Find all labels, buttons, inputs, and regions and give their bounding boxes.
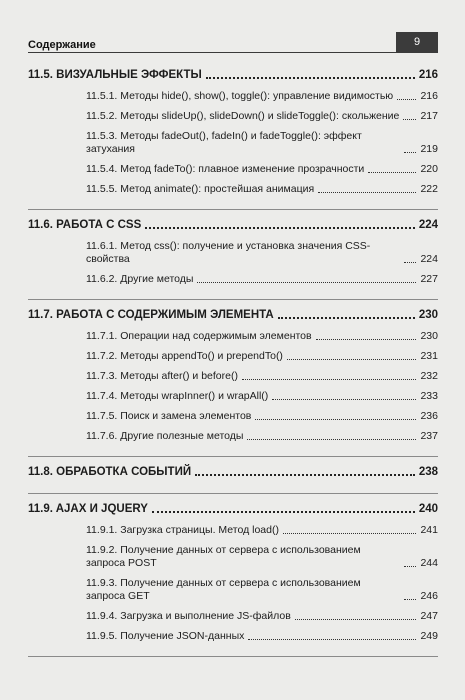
entry-page-number: 241 bbox=[420, 524, 438, 536]
toc-section bbox=[28, 218, 438, 300]
dot-leader bbox=[255, 419, 416, 420]
dot-leader bbox=[403, 119, 416, 120]
toc-entry[interactable] bbox=[28, 390, 438, 403]
entry-page-number: 236 bbox=[420, 410, 438, 422]
toc-entry[interactable] bbox=[28, 110, 438, 123]
entry-page-number: 227 bbox=[420, 273, 438, 285]
entry-page-number: 224 bbox=[420, 253, 438, 265]
entry-page-number: 217 bbox=[420, 110, 438, 122]
toc-entry[interactable] bbox=[28, 544, 438, 570]
section-title: 11.5. ВИЗУАЛЬНЫЕ ЭФФЕКТЫ bbox=[28, 69, 202, 81]
entry-title: 11.5.4. Метод fadeTo(): плавное изменение прозрачности bbox=[86, 163, 365, 175]
dot-leader bbox=[318, 192, 416, 193]
toc-section-heading[interactable] bbox=[28, 502, 438, 516]
dot-leader bbox=[397, 99, 416, 100]
entry-title: 11.9.1. Загрузка страницы. Метод load() bbox=[86, 524, 279, 536]
dot-leader bbox=[278, 317, 415, 319]
entry-page-number: 232 bbox=[420, 370, 438, 382]
entry-title: 11.5.2. Методы slideUp(), slideDown() и slideToggle(): скольжение bbox=[86, 110, 400, 122]
dot-leader bbox=[295, 619, 417, 620]
toc-entry[interactable] bbox=[28, 90, 438, 103]
toc-entry[interactable] bbox=[28, 610, 438, 623]
entry-page-number: 249 bbox=[420, 630, 438, 642]
toc-section-heading[interactable] bbox=[28, 465, 438, 479]
entry-title: 11.5.3. Методы fadeOut(), fadeIn() и fadeToggle(): эффект затухания bbox=[86, 130, 362, 155]
entry-title: 11.5.1. Методы hide(), show(), toggle(): управление видимостью bbox=[86, 90, 394, 102]
entry-title: 11.7.1. Операции над содержимым элементов bbox=[86, 330, 312, 342]
dot-leader bbox=[316, 339, 417, 340]
toc-entry[interactable] bbox=[28, 350, 438, 363]
section-page-number: 216 bbox=[418, 69, 438, 81]
entry-title: 11.6.2. Другие методы bbox=[86, 273, 194, 285]
entry-page-number: 244 bbox=[420, 557, 438, 569]
dot-leader bbox=[287, 359, 417, 360]
toc-entry[interactable] bbox=[28, 130, 438, 156]
dot-leader bbox=[404, 152, 416, 153]
entry-title: 11.6.1. Метод css(): получение и установка значения CSS-свойства bbox=[86, 240, 371, 265]
entry-page-number: 237 bbox=[420, 430, 438, 442]
section-page-number: 238 bbox=[418, 466, 438, 478]
entry-title: 11.7.6. Другие полезные методы bbox=[86, 430, 244, 442]
entry-title: 11.9.2. Получение данных от сервера с использованием запроса POST bbox=[86, 544, 361, 569]
toc-entry[interactable] bbox=[28, 370, 438, 383]
toc-entry[interactable] bbox=[28, 330, 438, 343]
toc-entry[interactable] bbox=[28, 273, 438, 286]
entry-title: 11.7.3. Методы after() и before() bbox=[86, 370, 238, 382]
dot-leader bbox=[247, 439, 416, 440]
dot-leader bbox=[283, 533, 417, 534]
entry-page-number: 231 bbox=[420, 350, 438, 362]
entry-title: 11.7.4. Методы wrapInner() и wrapAll() bbox=[86, 390, 269, 402]
section-page-number: 230 bbox=[418, 309, 438, 321]
dot-leader bbox=[206, 77, 415, 79]
entry-page-number: 233 bbox=[420, 390, 438, 402]
section-title: 11.7. РАБОТА С СОДЕРЖИМЫМ ЭЛЕМЕНТА bbox=[28, 309, 274, 321]
toc-entry[interactable] bbox=[28, 430, 438, 443]
entry-page-number: 247 bbox=[420, 610, 438, 622]
entry-title: 11.7.5. Поиск и замена элементов bbox=[86, 410, 252, 422]
toc-section-heading[interactable] bbox=[28, 308, 438, 322]
dot-leader bbox=[242, 379, 417, 380]
entry-page-number: 222 bbox=[420, 183, 438, 195]
toc-entry[interactable] bbox=[28, 577, 438, 603]
toc-section bbox=[28, 68, 438, 210]
dot-leader bbox=[152, 511, 415, 513]
toc-section-heading[interactable] bbox=[28, 68, 438, 82]
header-title: Содержание bbox=[28, 39, 96, 51]
toc-entry[interactable] bbox=[28, 240, 438, 266]
table-of-contents bbox=[28, 62, 438, 665]
entry-page-number: 216 bbox=[420, 90, 438, 102]
page-number: 9 bbox=[396, 32, 438, 53]
dot-leader bbox=[404, 262, 416, 263]
dot-leader bbox=[272, 399, 416, 400]
dot-leader bbox=[197, 282, 416, 283]
page-header bbox=[28, 34, 438, 53]
dot-leader bbox=[368, 172, 416, 173]
section-title: 11.9. AJAX И JQUERY bbox=[28, 503, 148, 515]
section-title: 11.8. ОБРАБОТКА СОБЫТИЙ bbox=[28, 466, 192, 478]
section-title: 11.6. РАБОТА С CSS bbox=[28, 219, 142, 231]
dot-leader bbox=[404, 599, 416, 600]
toc-section bbox=[28, 465, 438, 494]
entry-page-number: 230 bbox=[420, 330, 438, 342]
entry-page-number: 219 bbox=[420, 143, 438, 155]
dot-leader bbox=[145, 227, 415, 229]
toc-entry[interactable] bbox=[28, 524, 438, 537]
toc-entry[interactable] bbox=[28, 183, 438, 196]
dot-leader bbox=[248, 639, 416, 640]
dot-leader bbox=[195, 474, 415, 476]
entry-title: 11.5.5. Метод animate(): простейшая анимация bbox=[86, 183, 315, 195]
entry-title: 11.7.2. Методы appendTo() и prependTo() bbox=[86, 350, 283, 362]
toc-entry[interactable] bbox=[28, 410, 438, 423]
toc-section-heading[interactable] bbox=[28, 218, 438, 232]
section-page-number: 224 bbox=[418, 219, 438, 231]
entry-title: 11.9.5. Получение JSON-данных bbox=[86, 630, 245, 642]
entry-page-number: 220 bbox=[420, 163, 438, 175]
dot-leader bbox=[404, 566, 416, 567]
toc-entry[interactable] bbox=[28, 163, 438, 176]
toc-section bbox=[28, 502, 438, 657]
entry-title: 11.9.3. Получение данных от сервера с использованием запроса GET bbox=[86, 577, 361, 602]
section-page-number: 240 bbox=[418, 503, 438, 515]
entry-page-number: 246 bbox=[420, 590, 438, 602]
toc-entry[interactable] bbox=[28, 630, 438, 643]
entry-title: 11.9.4. Загрузка и выполнение JS-файлов bbox=[86, 610, 291, 622]
toc-section bbox=[28, 308, 438, 457]
